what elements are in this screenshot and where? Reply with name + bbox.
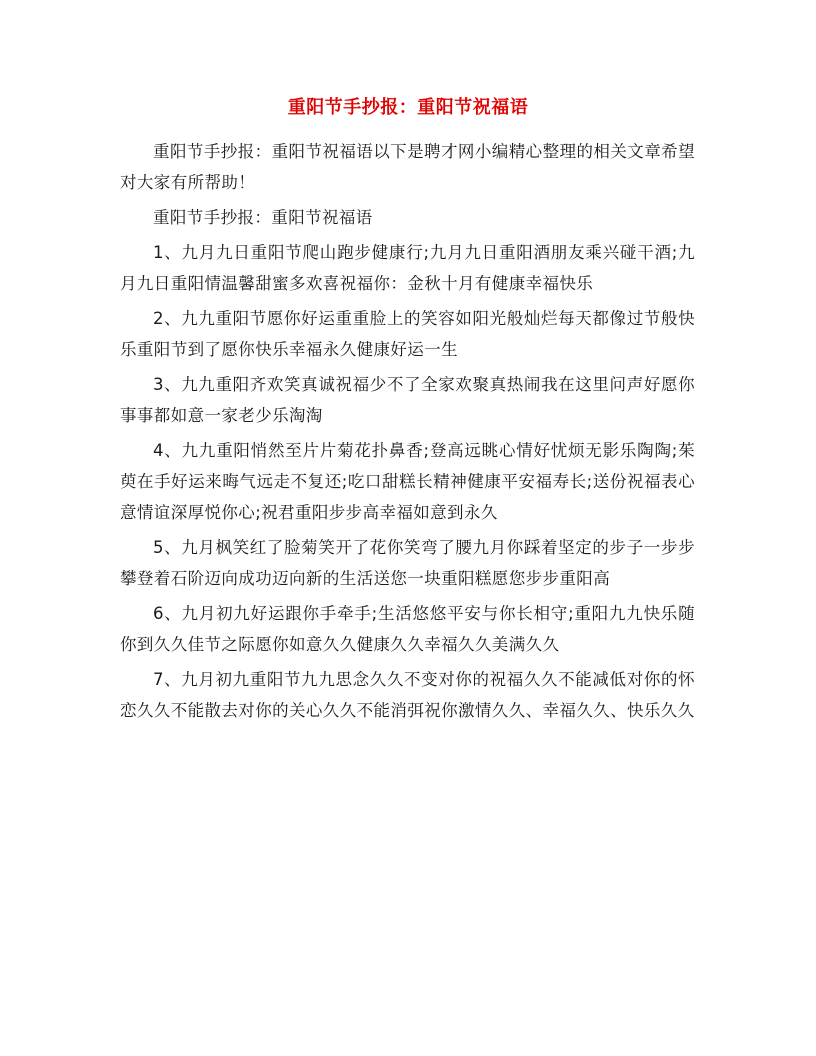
subheading-paragraph: 重阳节手抄报：重阳节祝福语 xyxy=(153,208,373,227)
greeting-item-7: 7、九月初九重阳节九九思念久久不变对你的祝福久久不能减低对你的怀恋久久不能散去对你的关心久久不能消弭祝你激情久久、幸福久久、快乐久久 xyxy=(120,670,695,720)
document-body xyxy=(120,136,695,730)
greeting-item-4: 4、九九重阳悄然至片片菊花扑鼻香;登高远眺心情好忧烦无影乐陶陶;茱萸在手好运来晦气远走不复还;吃口甜糕长精神健康平安福寿长;送份祝福表心意情谊深厚悦你心;祝君重阳步步高幸福如意到永久 xyxy=(120,441,695,522)
greeting-item-3: 3、九九重阳齐欢笑真诚祝福少不了全家欢聚真热闹我在这里问声好愿你事事都如意一家老少乐淘淘 xyxy=(120,375,695,425)
greeting-item-1: 1、九月九日重阳节爬山跑步健康行;九月九日重阳酒朋友乘兴碰干酒;九月九日重阳情温馨甜蜜多欢喜祝福你：金秋十月有健康幸福快乐 xyxy=(120,243,695,293)
greeting-item-6: 6、九月初九好运跟你手牵手;生活悠悠平安与你长相守;重阳九九快乐随你到久久佳节之际愿你如意久久健康久久幸福久久美满久久 xyxy=(120,604,695,654)
greeting-item-2: 2、九九重阳节愿你好运重重脸上的笑容如阳光般灿烂每天都像过节般快乐重阳节到了愿你快乐幸福永久健康好运一生 xyxy=(120,309,695,359)
intro-paragraph: 重阳节手抄报：重阳节祝福语以下是聘才网小编精心整理的相关文章希望对大家有所帮助！ xyxy=(120,142,695,192)
greeting-item-5: 5、九月枫笑红了脸菊笑开了花你笑弯了腰九月你踩着坚定的步子一步步攀登着石阶迈向成功迈向新的生活送您一块重阳糕愿您步步重阳高 xyxy=(120,538,695,588)
document-title: 重阳节手抄报：重阳节祝福语 xyxy=(287,97,529,118)
